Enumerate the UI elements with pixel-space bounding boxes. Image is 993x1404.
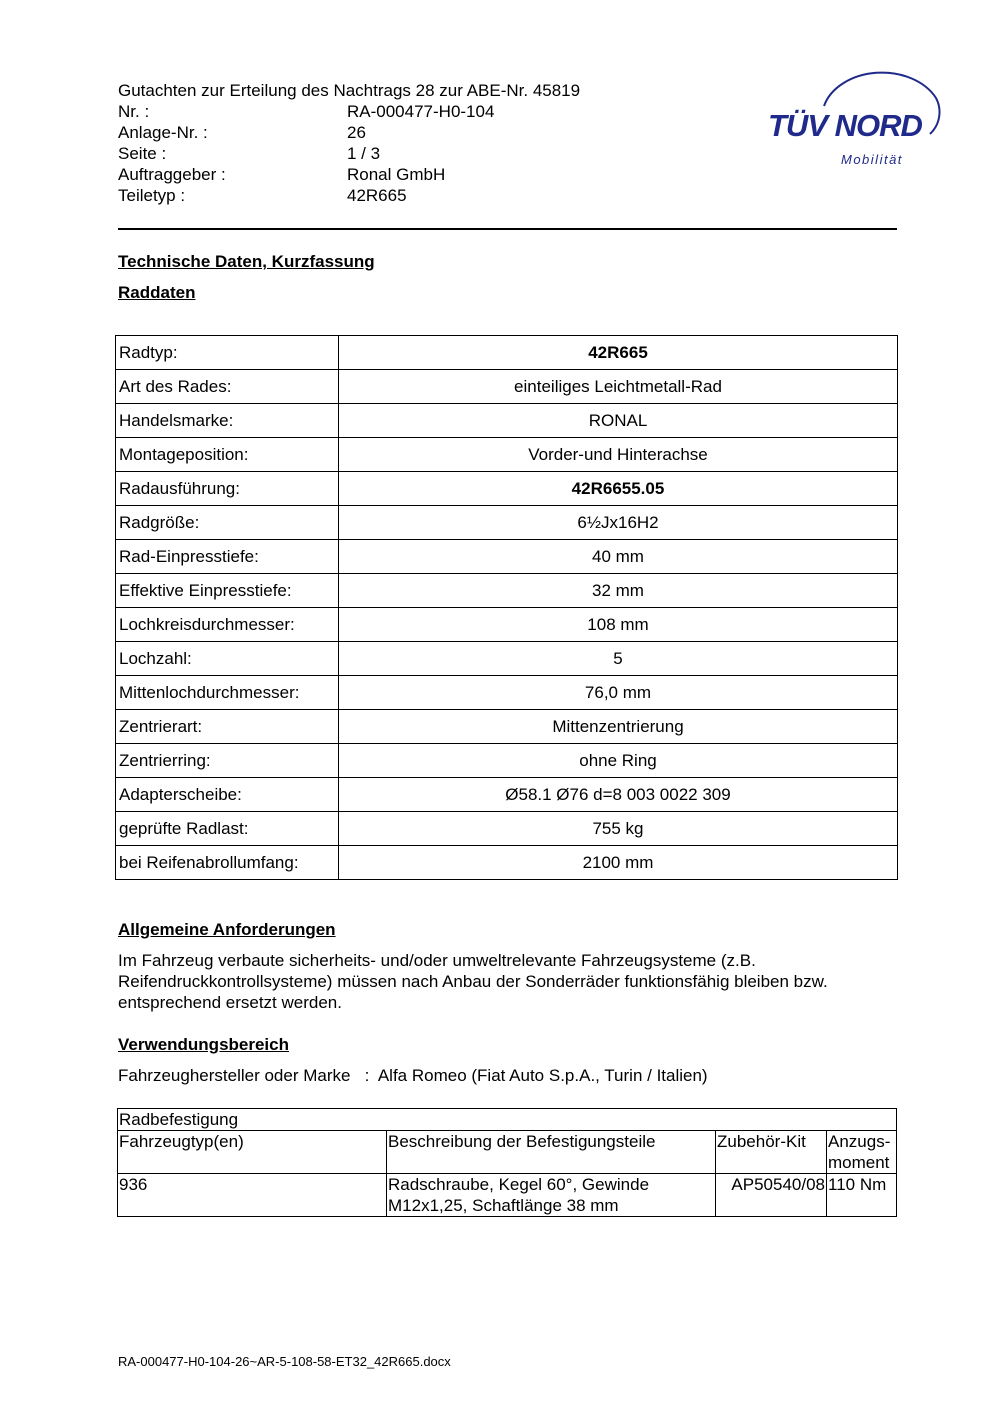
- section-heading-verwendung: Verwendungsbereich: [118, 1035, 289, 1054]
- raddaten-value: 108 mm: [339, 608, 898, 642]
- footer-filename: RA-000477-H0-104-26~AR-5-108-58-ET32_42R665.docx: [118, 1354, 451, 1369]
- raddaten-label: Mittenlochdurchmesser:: [116, 676, 339, 710]
- raddaten-label: geprüfte Radlast:: [116, 812, 339, 846]
- table-row: [116, 846, 898, 880]
- column-header: Fahrzeugtyp(en): [118, 1131, 387, 1174]
- raddaten-label: Radausführung:: [116, 472, 339, 506]
- raddaten-label: Radtyp:: [116, 336, 339, 370]
- section-heading-tech: Technische Daten, Kurzfassung: [118, 252, 375, 271]
- raddaten-value: 6½Jx16H2: [339, 506, 898, 540]
- table-row: [116, 574, 898, 608]
- table-cell: 936: [118, 1174, 387, 1217]
- raddaten-value: 5: [339, 642, 898, 676]
- header-row-nr: [118, 101, 678, 122]
- header-key: Nr. :: [118, 102, 150, 121]
- raddaten-value: 755 kg: [339, 812, 898, 846]
- table-cell: AP50540/08: [716, 1174, 827, 1217]
- header-value: Ronal GmbH: [347, 165, 446, 184]
- tuv-nord-logo: [764, 58, 944, 178]
- column-header: Anzugs-moment: [827, 1131, 897, 1174]
- header-key: Seite :: [118, 144, 167, 163]
- raddaten-value: 76,0 mm: [339, 676, 898, 710]
- table-row: [116, 438, 898, 472]
- header-key: Auftraggeber :: [118, 165, 226, 184]
- header-row-seite: [118, 143, 678, 164]
- table-cell: Radschraube, Kegel 60°, Gewinde M12x1,25, Schaftlänge 38 mm: [387, 1174, 716, 1217]
- allgemein-paragraph: Im Fahrzeug verbaute sicherheits- und/oder umweltrelevante Fahrzeugsysteme (z.B. Reifendruckkontrollsysteme) müssen nach Anbau der Sonderräder funktionsfähig bleiben bzw. entsprechend ersetzt werden.: [118, 951, 828, 1012]
- raddaten-label: Zentrierart:: [116, 710, 339, 744]
- raddaten-label: Radgröße:: [116, 506, 339, 540]
- table-row: [116, 676, 898, 710]
- table-row: [116, 506, 898, 540]
- raddaten-value: Vorder-und Hinterachse: [339, 438, 898, 472]
- raddaten-value: 2100 mm: [339, 846, 898, 880]
- raddaten-value: Mittenzentrierung: [339, 710, 898, 744]
- raddaten-value: einteiliges Leichtmetall-Rad: [339, 370, 898, 404]
- column-header: Beschreibung der Befestigungsteile: [387, 1131, 716, 1174]
- table-row: [116, 404, 898, 438]
- raddaten-value: 40 mm: [339, 540, 898, 574]
- raddaten-value: RONAL: [339, 404, 898, 438]
- header-value: 26: [347, 123, 366, 142]
- table-row: [116, 608, 898, 642]
- raddaten-value: 42R665: [339, 336, 898, 370]
- table-row: [116, 370, 898, 404]
- table-title: Radbefestigung: [118, 1109, 897, 1131]
- logo-subtitle: Mobilität: [841, 152, 903, 167]
- verwendung-line: Fahrzeughersteller oder Marke : Alfa Romeo (Fiat Auto S.p.A., Turin / Italien): [118, 1066, 708, 1085]
- table-row: [116, 472, 898, 506]
- raddaten-value: ohne Ring: [339, 744, 898, 778]
- table-header-row: [118, 1131, 897, 1174]
- raddaten-label: Rad-Einpresstiefe:: [116, 540, 339, 574]
- table-row: [116, 642, 898, 676]
- table-row: [116, 744, 898, 778]
- table-row: [116, 778, 898, 812]
- header-divider: [118, 228, 897, 230]
- raddaten-label: Art des Rades:: [116, 370, 339, 404]
- table-row: [116, 812, 898, 846]
- column-header: Zubehör-Kit: [716, 1131, 827, 1174]
- section-heading-raddaten: Raddaten: [118, 283, 196, 302]
- raddaten-label: Zentrierring:: [116, 744, 339, 778]
- logo-brand: TÜV NORD: [768, 108, 922, 143]
- header-row-auftraggeber: [118, 164, 678, 185]
- header-value: 42R665: [347, 186, 407, 205]
- header-key: Anlage-Nr. :: [118, 123, 208, 142]
- raddaten-label: Adapterscheibe:: [116, 778, 339, 812]
- raddaten-label: Montageposition:: [116, 438, 339, 472]
- document-title: Gutachten zur Erteilung des Nachtrags 28 zur ABE-Nr. 45819: [118, 81, 581, 100]
- table-row: [116, 336, 898, 370]
- table-row: [116, 710, 898, 744]
- raddaten-label: Lochzahl:: [116, 642, 339, 676]
- table-row: [118, 1174, 897, 1217]
- table-title-row: [118, 1109, 897, 1131]
- raddaten-label: bei Reifenabrollumfang:: [116, 846, 339, 880]
- table-cell: 110 Nm: [827, 1174, 897, 1217]
- radbefestigung-table: [117, 1108, 897, 1217]
- header-value: 1 / 3: [347, 144, 381, 163]
- table-row: [116, 540, 898, 574]
- header-key: Teiletyp :: [118, 186, 186, 205]
- raddaten-table: [115, 335, 898, 880]
- raddaten-value: 32 mm: [339, 574, 898, 608]
- raddaten-value: 42R6655.05: [339, 472, 898, 506]
- raddaten-value: Ø58.1 Ø76 d=8 003 0022 309: [339, 778, 898, 812]
- header-row-anlage: [118, 122, 678, 143]
- raddaten-label: Lochkreisdurchmesser:: [116, 608, 339, 642]
- document-header: [118, 80, 678, 206]
- section-heading-allgemein: Allgemeine Anforderungen: [118, 920, 336, 939]
- header-value: RA-000477-H0-104: [347, 102, 495, 121]
- raddaten-label: Effektive Einpresstiefe:: [116, 574, 339, 608]
- raddaten-label: Handelsmarke:: [116, 404, 339, 438]
- header-row-teiletyp: [118, 185, 678, 206]
